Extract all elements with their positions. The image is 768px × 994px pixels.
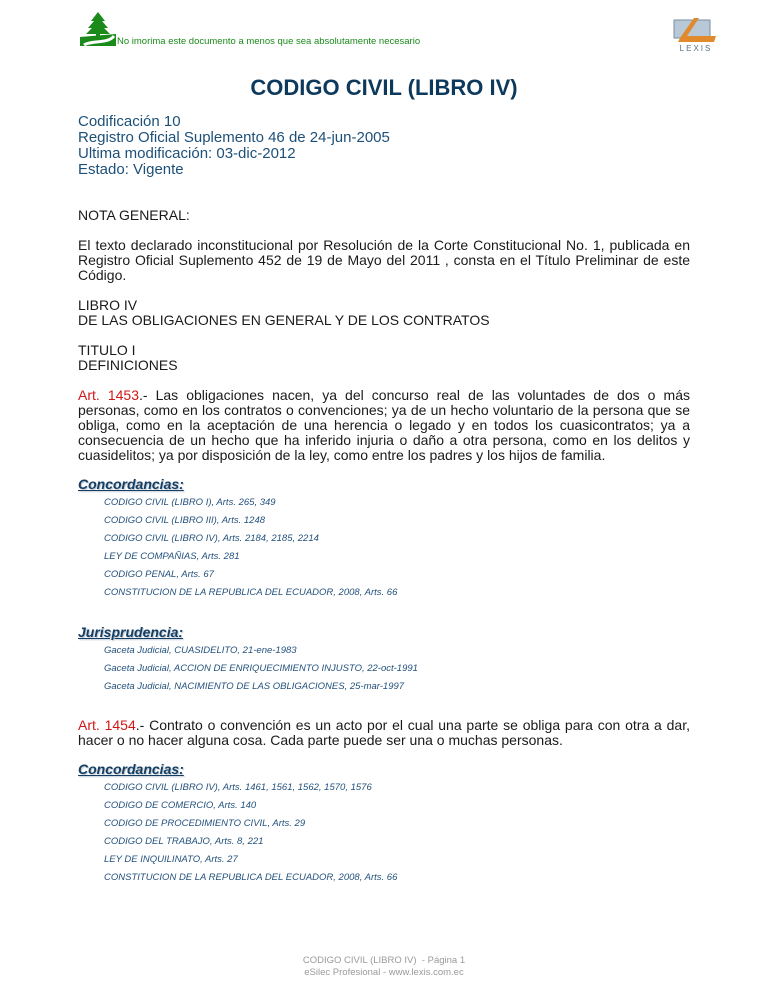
jurisprudencia-link[interactable]: Gaceta Judicial, CUASIDELITO, 21-ene-1983 bbox=[104, 645, 297, 656]
footer-source: eSilec Profesional - www.lexis.com.ec bbox=[304, 967, 464, 978]
concordancia-link[interactable]: CODIGO CIVIL (LIBRO III), Arts. 1248 bbox=[104, 515, 266, 526]
libro-number: LIBRO IV bbox=[78, 297, 138, 313]
nota-text: El texto declarado inconstitucional por Resolución de la Corte Constitucional No. 1, publicada en Registro Oficial Suplemento 452 de 19 de Mayo del 2011 , consta en el Título Preliminar de este Código. bbox=[78, 237, 690, 283]
article-text: .- Las obligaciones nacen, ya del concurso real de las voluntades de dos o más personas, como en los contratos o convenciones; ya de un hecho voluntario de la persona que se obliga, como en la aceptación de una herencia o legado y en todos los cuasicontratos; ya a consecuencia de un hecho que ha inferido injuria o daño a otra persona, como en los delitos y cuasidelitos; ya por disposición de la ley, como entre los padres y los hijos de familia. bbox=[78, 387, 690, 463]
estado: Estado: Vigente bbox=[78, 161, 184, 178]
concordancia-link[interactable]: CODIGO PENAL, Arts. 67 bbox=[104, 569, 214, 580]
article-number[interactable]: Art. 1453 bbox=[78, 387, 139, 403]
libro-title: DE LAS OBLIGACIONES EN GENERAL Y DE LOS CONTRATOS bbox=[78, 312, 490, 328]
svg-text:LEXIS: LEXIS bbox=[679, 44, 713, 52]
concordancia-link[interactable]: LEY DE COMPAÑIAS, Arts. 281 bbox=[104, 551, 240, 562]
titulo-title: DEFINICIONES bbox=[78, 357, 178, 373]
concordancias-list bbox=[104, 494, 397, 602]
article-text: .- Contrato o convención es un acto por el cual una parte se obliga para con otra a dar, hacer o no hacer alguna cosa. Cada parte puede ser una o muchas personas. bbox=[78, 717, 690, 748]
concordancia-link[interactable]: CODIGO CIVIL (LIBRO IV), Arts. 1461, 1561, 1562, 1570, 1576 bbox=[104, 782, 372, 793]
jurisprudencia-list bbox=[104, 642, 418, 696]
jurisprudencia-link[interactable]: Gaceta Judicial, ACCION DE ENRIQUECIMIENTO INJUSTO, 22-oct-1991 bbox=[104, 663, 418, 674]
concordancia-link[interactable]: LEY DE INQUILINATO, Arts. 27 bbox=[104, 854, 238, 865]
nota-heading: NOTA GENERAL: bbox=[78, 207, 190, 223]
ultima-modificacion: Ultima modificación: 03-dic-2012 bbox=[78, 145, 296, 162]
concordancia-link[interactable]: CONSTITUCION DE LA REPUBLICA DEL ECUADOR, 2008, Arts. 66 bbox=[104, 872, 398, 883]
concordancias-list bbox=[104, 779, 397, 887]
eco-tree-logo bbox=[78, 12, 118, 51]
concordancia-link[interactable]: CODIGO DE PROCEDIMIENTO CIVIL, Arts. 29 bbox=[104, 818, 306, 829]
codificacion: Codificación 10 bbox=[78, 113, 181, 130]
jurisprudencia-heading: Jurisprudencia: bbox=[78, 624, 184, 640]
libro-heading bbox=[78, 298, 690, 328]
concordancia-link[interactable]: CONSTITUCION DE LA REPUBLICA DEL ECUADOR, 2008, Arts. 66 bbox=[104, 587, 398, 598]
document-metadata bbox=[78, 114, 390, 178]
document-title: CODIGO CIVIL (LIBRO IV) bbox=[250, 75, 518, 100]
lexis-logo bbox=[672, 16, 720, 57]
concordancia-link[interactable]: CODIGO CIVIL (LIBRO IV), Arts. 2184, 2185, 2214 bbox=[104, 533, 319, 544]
concordancias-heading: Concordancias: bbox=[78, 761, 184, 777]
article-number[interactable]: Art. 1454 bbox=[78, 717, 136, 733]
article-1454 bbox=[78, 718, 690, 748]
page-footer bbox=[0, 955, 768, 979]
titulo-heading bbox=[78, 343, 690, 373]
jurisprudencia-link[interactable]: Gaceta Judicial, NACIMIENTO DE LAS OBLIGACIONES, 25-mar-1997 bbox=[104, 681, 405, 692]
concordancias-heading: Concordancias: bbox=[78, 476, 184, 492]
titulo-number: TITULO I bbox=[78, 342, 136, 358]
concordancia-link[interactable]: CODIGO CIVIL (LIBRO I), Arts. 265, 349 bbox=[104, 497, 276, 508]
print-warning-banner: No imorima este documento a menos que sea absolutamente necesario bbox=[117, 36, 421, 47]
article-1453 bbox=[78, 388, 690, 463]
concordancia-link[interactable]: CODIGO DEL TRABAJO, Arts. 8, 221 bbox=[104, 836, 264, 847]
footer-page-label: CODIGO CIVIL (LIBRO IV) - Página 1 bbox=[302, 955, 466, 966]
registro-oficial: Registro Oficial Suplemento 46 de 24-jun-2005 bbox=[78, 129, 390, 146]
concordancia-link[interactable]: CODIGO DE COMERCIO, Arts. 140 bbox=[104, 800, 257, 811]
